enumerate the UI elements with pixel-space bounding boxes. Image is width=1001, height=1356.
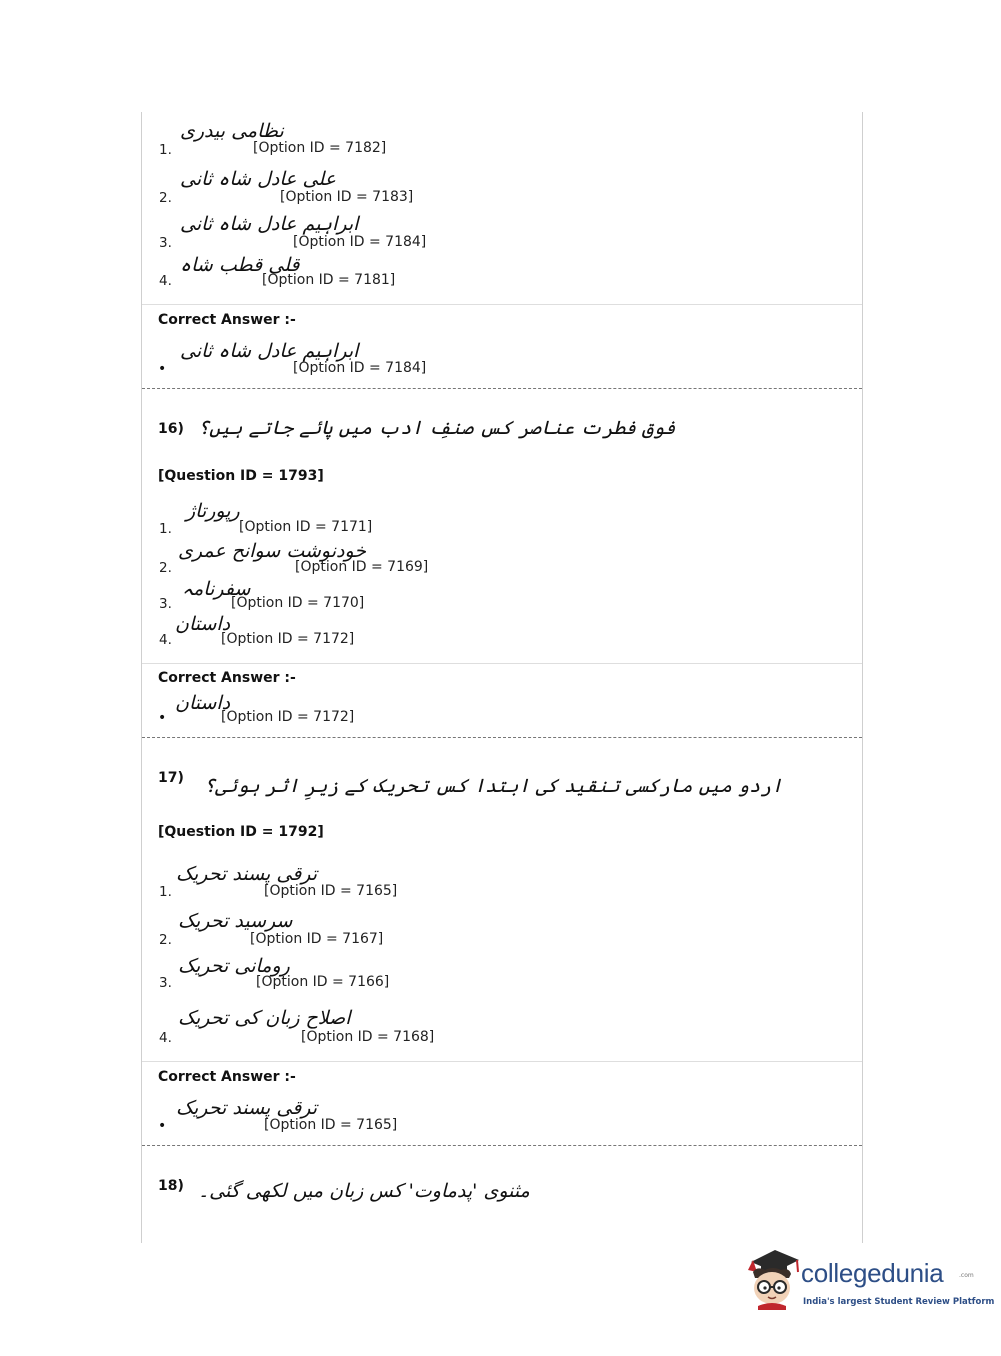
q16-option-3-id: [Option ID = 7170]	[231, 595, 365, 611]
q16-number: 16)	[158, 421, 184, 437]
q17-correct-id: [Option ID = 7165]	[264, 1117, 398, 1133]
q17-option-4-number: 4.	[159, 1030, 172, 1046]
q15-option-2-urdu: علی عادل شاہ ثانی	[180, 168, 337, 190]
divider	[142, 663, 862, 664]
q15-option-4-urdu: قلی قطب شاہ	[180, 254, 300, 276]
q15-correct-urdu: ابراہیم عادل شاہ ثانی	[180, 340, 359, 362]
q18-number: 18)	[158, 1178, 184, 1194]
q17-correct-urdu: ترقی پسند تحریک	[176, 1097, 318, 1119]
q15-option-4-id: [Option ID = 7181]	[262, 272, 396, 288]
q17-question-text: اردو میں مارکسی تنقید کی ابتدا کس تحریک کے زیرِ اثر ہوئی؟	[204, 775, 783, 797]
q16-option-4-id: [Option ID = 7172]	[221, 631, 355, 647]
mascot-icon	[743, 1248, 801, 1310]
q16-option-4-urdu: داستان	[175, 613, 231, 635]
question-separator	[142, 1145, 862, 1146]
question-separator	[142, 737, 862, 738]
q16-option-2-number: 2.	[159, 560, 172, 576]
collegedunia-logo	[743, 1248, 995, 1318]
divider	[142, 1061, 862, 1062]
bullet: •	[158, 1118, 167, 1134]
logo-wordmark: collegedunia	[801, 1258, 944, 1288]
correct-answer-label: Correct Answer :-	[158, 312, 296, 328]
q16-question-id: [Question ID = 1793]	[158, 468, 324, 484]
q15-option-1-number: 1.	[159, 142, 172, 158]
q17-option-2-urdu: سرسید تحریک	[178, 910, 293, 932]
correct-answer-label: Correct Answer :-	[158, 670, 296, 686]
q17-option-3-urdu: رومانی تحریک	[178, 955, 290, 977]
q15-option-2-id: [Option ID = 7183]	[280, 189, 414, 205]
q15-option-3-urdu: ابراہیم عادل شاہ ثانی	[180, 213, 359, 235]
q17-option-1-number: 1.	[159, 884, 172, 900]
q17-number: 17)	[158, 770, 184, 786]
q16-option-4-number: 4.	[159, 632, 172, 648]
q16-option-2-id: [Option ID = 7169]	[295, 559, 429, 575]
q15-option-1-urdu: نظامی بیدری	[180, 120, 284, 142]
q17-option-2-number: 2.	[159, 932, 172, 948]
q17-option-1-urdu: ترقی پسند تحریک	[176, 863, 318, 885]
q17-option-1-id: [Option ID = 7165]	[264, 883, 398, 899]
q16-option-3-urdu: سفرنامہ	[182, 578, 251, 600]
q15-option-4-number: 4.	[159, 273, 172, 289]
q15-option-3-id: [Option ID = 7184]	[293, 234, 427, 250]
correct-answer-label: Correct Answer :-	[158, 1069, 296, 1085]
q16-correct-urdu: داستان	[175, 692, 231, 714]
q17-option-3-number: 3.	[159, 975, 172, 991]
q16-option-3-number: 3.	[159, 596, 172, 612]
q15-option-2-number: 2.	[159, 190, 172, 206]
question-paper-panel	[141, 112, 863, 1243]
q17-question-id: [Question ID = 1792]	[158, 824, 324, 840]
q17-option-2-id: [Option ID = 7167]	[250, 931, 384, 947]
q17-option-4-urdu: اصلاح زبان کی تحریک	[178, 1007, 351, 1029]
q17-option-3-id: [Option ID = 7166]	[256, 974, 390, 990]
q16-option-2-urdu: خودنوشت سوانح عمری	[178, 540, 367, 562]
bullet: •	[158, 710, 167, 726]
q16-correct-id: [Option ID = 7172]	[221, 709, 355, 725]
logo-domain: .com	[959, 1272, 974, 1279]
bullet: •	[158, 361, 167, 377]
q16-option-1-number: 1.	[159, 521, 172, 537]
q16-option-1-urdu: رپورتاژ	[186, 500, 240, 522]
question-separator	[142, 388, 862, 389]
q15-option-1-id: [Option ID = 7182]	[253, 140, 387, 156]
q16-question-text: فوق فطرت عناصر کس صنفِ ادب میں پائے جاتے ہیں؟	[198, 417, 676, 439]
q18-question-text: مثنوی 'پدماوت' کس زبان میں لکھی گئی۔	[198, 1180, 530, 1202]
q15-option-3-number: 3.	[159, 235, 172, 251]
divider	[142, 304, 862, 305]
q16-option-1-id: [Option ID = 7171]	[239, 519, 373, 535]
q17-option-4-id: [Option ID = 7168]	[301, 1029, 435, 1045]
q15-correct-id: [Option ID = 7184]	[293, 360, 427, 376]
logo-tagline: India's largest Student Review Platform	[803, 1297, 995, 1307]
